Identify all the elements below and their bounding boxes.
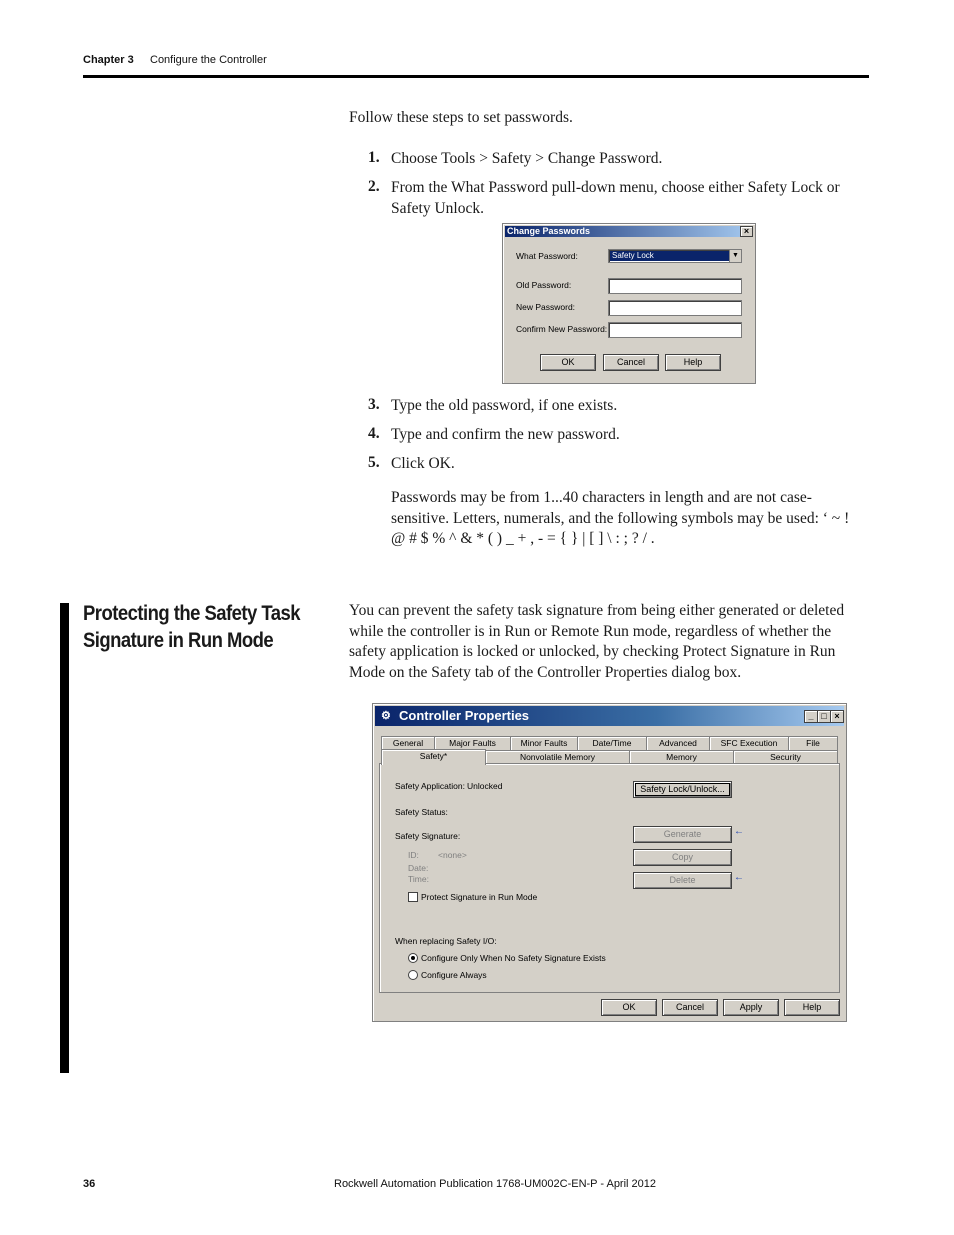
help-button[interactable]: Help bbox=[665, 354, 721, 371]
configure-always-radio[interactable] bbox=[408, 970, 418, 980]
step-4-text: Type and confirm the new password. bbox=[391, 426, 620, 443]
page-number: 36 bbox=[83, 1178, 96, 1190]
change-passwords-dialog bbox=[502, 223, 756, 384]
controller-properties-title: Controller Properties bbox=[399, 708, 530, 723]
password-note: Passwords may be from 1...40 characters in length and are not case-sensitive. Letters, numerals, and the following symbols may be used: ‘ ~ ! @ # $ % ^ & * ( ) _ + , - = { } | [ ] \ : ; ? / . bbox=[391, 489, 850, 547]
controller-properties-dialog bbox=[372, 703, 847, 1022]
replacing-io-label: When replacing Safety I/O: bbox=[395, 936, 497, 946]
step-1-text: Choose Tools > Safety > Change Password. bbox=[391, 150, 663, 167]
step-2-text: From the What Password pull-down menu, choose either Safety Lock or Safety Unlock. bbox=[391, 179, 840, 217]
help-button[interactable]: Help bbox=[784, 999, 840, 1016]
id-label: ID: bbox=[408, 850, 419, 860]
chapter-label: Chapter 3 bbox=[83, 54, 134, 66]
delete-button[interactable]: Delete bbox=[633, 872, 732, 889]
header-rule bbox=[83, 75, 869, 78]
new-password-label: New Password: bbox=[516, 302, 576, 312]
change-passwords-titlebar bbox=[505, 226, 753, 237]
intro-text: Follow these steps to set passwords. bbox=[349, 109, 573, 126]
change-passwords-title: Change Passwords bbox=[507, 226, 591, 236]
step-3-number: 3. bbox=[368, 396, 380, 413]
old-password-label: Old Password: bbox=[516, 280, 572, 290]
step-5-number: 5. bbox=[368, 454, 380, 471]
copy-button[interactable]: Copy bbox=[633, 849, 732, 866]
id-value: <none> bbox=[438, 850, 467, 860]
tab-safety[interactable]: Safety* bbox=[381, 749, 486, 765]
maximize-icon[interactable]: □ bbox=[817, 710, 831, 723]
ok-button[interactable]: OK bbox=[540, 354, 596, 371]
publication-info: Rockwell Automation Publication 1768-UM002C-EN-P - April 2012 bbox=[334, 1178, 657, 1190]
tab-sfc-execution[interactable]: SFC Execution bbox=[709, 736, 789, 750]
generate-button[interactable]: Generate bbox=[633, 826, 732, 843]
new-password-input[interactable] bbox=[608, 300, 742, 316]
close-icon[interactable]: × bbox=[740, 226, 753, 237]
protect-signature-checkbox[interactable] bbox=[408, 892, 418, 902]
confirm-password-input[interactable] bbox=[608, 322, 742, 338]
step-4-number: 4. bbox=[368, 425, 380, 442]
close-window-icon[interactable]: × bbox=[830, 710, 844, 723]
safety-status-label: Safety Status: bbox=[395, 807, 448, 817]
tab-date-time[interactable]: Date/Time bbox=[577, 736, 647, 750]
configure-only-label: Configure Only When No Safety Signature Exists bbox=[421, 953, 606, 963]
arrow-left-icon: ← bbox=[734, 826, 744, 837]
tab-general[interactable]: General bbox=[381, 736, 435, 750]
cancel-button[interactable]: Cancel bbox=[662, 999, 718, 1016]
controller-properties-titlebar bbox=[375, 706, 844, 726]
cancel-button[interactable]: Cancel bbox=[603, 354, 659, 371]
time-label: Time: bbox=[408, 874, 429, 884]
tab-file[interactable]: File bbox=[788, 736, 838, 750]
chapter-title: Configure the Controller bbox=[150, 54, 267, 66]
safety-application-value: Unlocked bbox=[467, 781, 503, 791]
step-1-number: 1. bbox=[368, 149, 380, 166]
ok-button[interactable]: OK bbox=[601, 999, 657, 1016]
section-heading: Protecting the Safety Task Signature in Run Mode bbox=[83, 602, 301, 652]
date-label: Date: bbox=[408, 863, 429, 873]
chevron-down-icon[interactable]: ▼ bbox=[729, 250, 741, 262]
what-password-select[interactable] bbox=[608, 249, 742, 263]
what-password-label: What Password: bbox=[516, 251, 578, 261]
section-paragraph: You can prevent the safety task signature from being either generated or deleted while the controller is in Run or Remote Run mode, regardless of whether the safety application is locked or unlocked, by checking Protect Signature in Run Mode on the Safety tab of the Controller Properties dialog box. bbox=[349, 602, 845, 681]
configure-always-label: Configure Always bbox=[421, 970, 487, 980]
tab-security[interactable]: Security bbox=[733, 750, 838, 764]
change-bar bbox=[60, 603, 69, 1073]
step-2-number: 2. bbox=[368, 178, 380, 195]
protect-signature-label: Protect Signature in Run Mode bbox=[421, 892, 538, 902]
tab-minor-faults[interactable]: Minor Faults bbox=[510, 736, 578, 750]
arrow-left-icon: ← bbox=[734, 872, 744, 883]
apply-button[interactable]: Apply bbox=[723, 999, 779, 1016]
safety-application-label: Safety Application: bbox=[395, 781, 465, 791]
step-5-text: Click OK. bbox=[391, 455, 455, 472]
tab-major-faults[interactable]: Major Faults bbox=[434, 736, 511, 750]
what-password-value: Safety Lock bbox=[610, 251, 730, 261]
configure-only-radio[interactable] bbox=[408, 953, 418, 963]
old-password-input[interactable] bbox=[608, 278, 742, 294]
safety-signature-label: Safety Signature: bbox=[395, 831, 461, 841]
step-3-text: Type the old password, if one exists. bbox=[391, 397, 618, 414]
controller-app-icon: ⚙ bbox=[381, 710, 391, 722]
confirm-password-label: Confirm New Password: bbox=[516, 324, 608, 334]
safety-tab-panel bbox=[379, 763, 840, 993]
tab-memory[interactable]: Memory bbox=[629, 750, 734, 764]
tab-advanced[interactable]: Advanced bbox=[646, 736, 710, 750]
minimize-icon[interactable]: _ bbox=[804, 710, 818, 723]
safety-lock-unlock-button[interactable]: Safety Lock/Unlock... bbox=[633, 781, 732, 798]
tab-nonvolatile-memory[interactable]: Nonvolatile Memory bbox=[485, 750, 630, 764]
